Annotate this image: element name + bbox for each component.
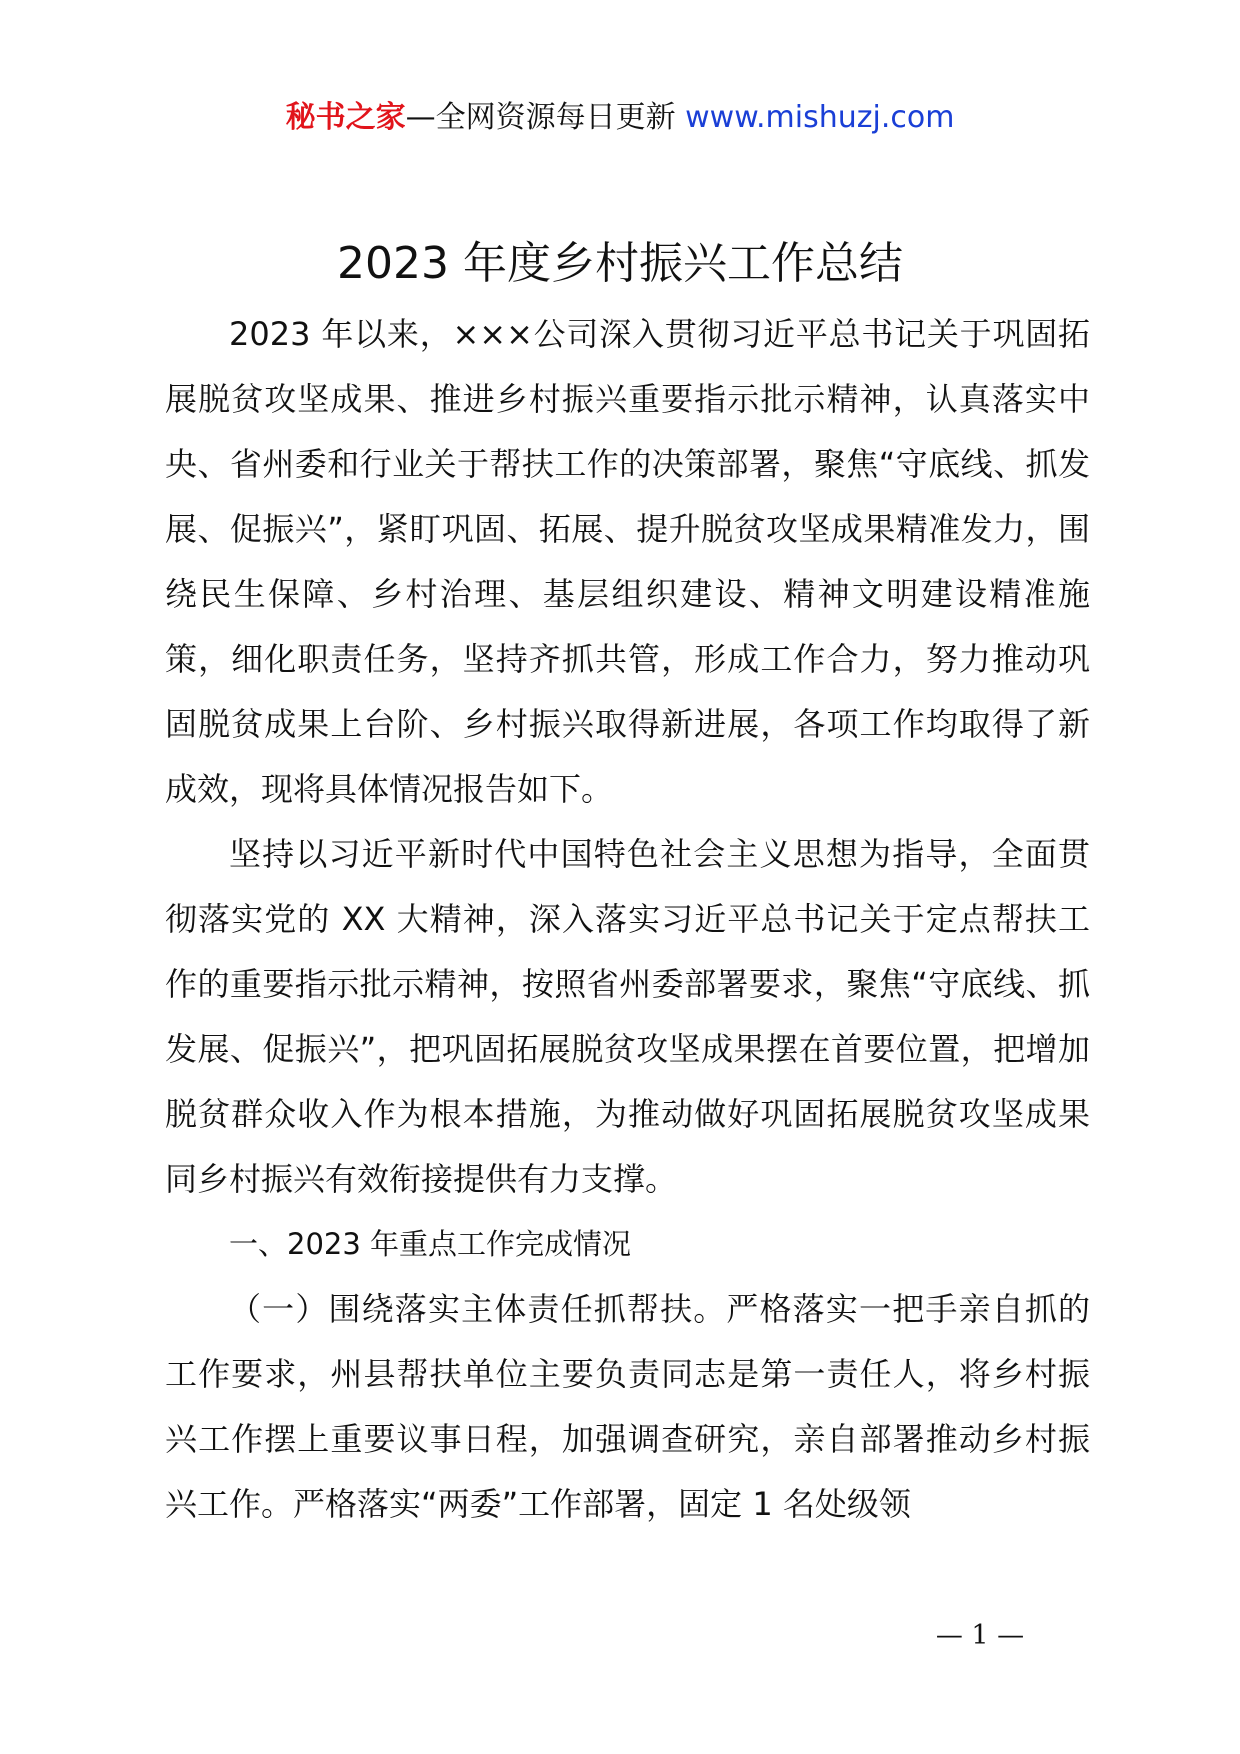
- banner-tagline: —全网资源每日更新: [405, 100, 686, 135]
- site-banner: [0, 98, 1240, 138]
- site-url-link[interactable]: www.mishuzj.com: [685, 100, 955, 135]
- document-title: 2023 年度乡村振兴工作总结: [337, 238, 903, 289]
- guideline-paragraph: 坚持以习近平新时代中国特色社会主义思想为指导，全面贯彻落实党的 XX 大精神，深入落实习近平总书记关于定点帮扶工作的重要指示批示精神，按照省州委部署要求，聚焦“守底线、抓发展、促振兴”，把巩固拓展脱贫攻坚成果摆在首要位置，把增加脱贫群众收入作为根本措施，为推动做好巩固拓展脱贫攻坚成果同乡村振兴有效衔接提供有力支撑。: [165, 835, 1090, 1198]
- page-number: — 1 —: [935, 1620, 1025, 1651]
- section-heading: 一、2023 年重点工作完成情况: [229, 1227, 632, 1261]
- section-paragraph: （一）围绕落实主体责任抓帮扶。严格落实一把手亲自抓的工作要求，州县帮扶单位主要负责同志是第一责任人，将乡村振兴工作摆上重要议事日程，加强调查研究，亲自部署推动乡村振兴工作。严格落实“两委”工作部署，固定 1 名处级领: [165, 1290, 1090, 1523]
- brand-name: 秘书之家: [285, 100, 406, 135]
- intro-paragraph: 2023 年以来，×××公司深入贯彻习近平总书记关于巩固拓展脱贫攻坚成果、推进乡村振兴重要指示批示精神，认真落实中央、省州委和行业关于帮扶工作的决策部署，聚焦“守底线、抓发展、促振兴”，紧盯巩固、拓展、提升脱贫攻坚成果精准发力，围绕民生保障、乡村治理、基层组织建设、精神文明建设精准施策，细化职责任务，坚持齐抓共管，形成工作合力，努力推动巩固脱贫成果上台阶、乡村振兴取得新进展，各项工作均取得了新成效，现将具体情况报告如下。: [165, 315, 1090, 808]
- document-body: [165, 302, 1090, 1537]
